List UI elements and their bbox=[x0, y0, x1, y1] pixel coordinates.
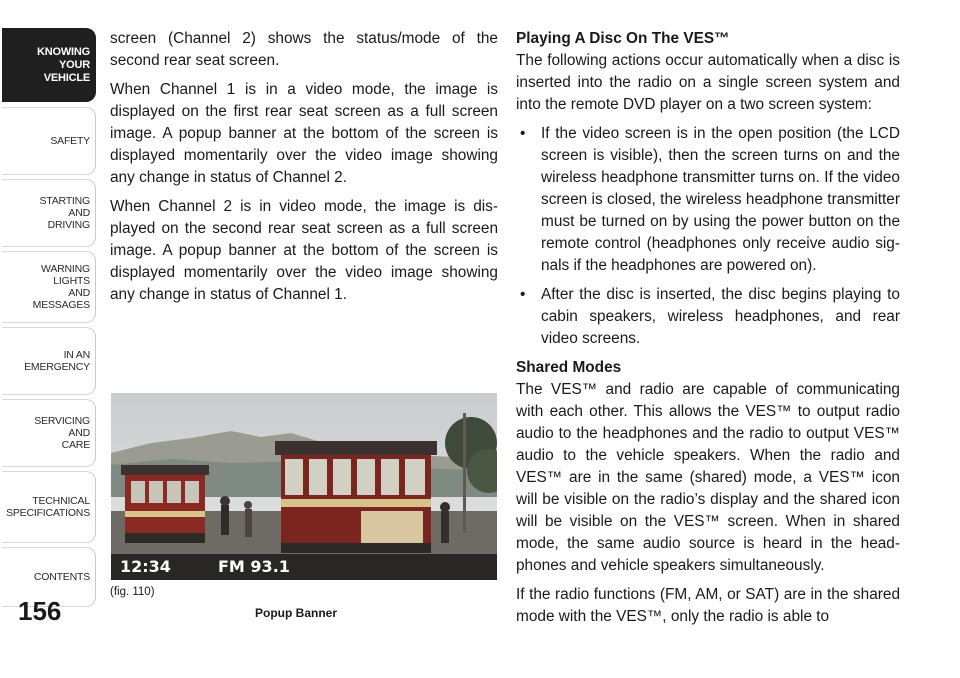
tab-label-line: STARTING bbox=[39, 195, 90, 207]
tab-label-line: SERVICING bbox=[34, 415, 90, 427]
figure-label: (fig. 110) bbox=[110, 586, 155, 598]
list-item bbox=[516, 284, 900, 350]
tab-label-line: LIGHTS bbox=[53, 275, 90, 287]
tab-label-line: VEHICLE bbox=[43, 71, 90, 84]
list-item-text: After the disc is inserted, the disc begins playing to cabin speakers, wireless headphones, and rear video screens. bbox=[541, 286, 900, 347]
list-item-text: If the video screen is in the open position (the LCD screen is visible), then the screen turns on and the wireless headphone transmitter turns on. If the video screen is closed, the wireless headphone transmitter must be turned on by using the power button on the remote control (headphones only receive audio sig-nals if the headphones are powered on). bbox=[541, 125, 900, 274]
list-item bbox=[516, 123, 900, 277]
tab-label-line: IN AN bbox=[63, 349, 90, 361]
tab-label-line: SPECIFICATIONS bbox=[6, 507, 90, 519]
tab-label-line: TECHNICAL bbox=[32, 495, 90, 507]
osd-time: 12:34 bbox=[120, 557, 171, 576]
osd-station: FM 93.1 bbox=[218, 557, 290, 576]
tab-label-line: DRIVING bbox=[47, 219, 90, 231]
popup-banner-figure bbox=[111, 393, 497, 580]
tab-in-an-emergency[interactable] bbox=[2, 327, 96, 395]
figure-caption: Popup Banner bbox=[255, 606, 338, 620]
tab-safety[interactable] bbox=[2, 107, 96, 175]
tab-label-line: AND bbox=[68, 427, 90, 439]
popup-banner bbox=[111, 554, 497, 580]
bullet-list bbox=[516, 123, 900, 350]
tab-knowing-your-vehicle[interactable] bbox=[2, 28, 96, 102]
section-heading: Playing A Disc On The VES™ bbox=[516, 30, 730, 47]
page-number: 156 bbox=[18, 596, 62, 626]
tab-label-line: CONTENTS bbox=[33, 571, 90, 583]
tab-label-line: CARE bbox=[61, 439, 90, 451]
paragraph: If the radio functions (FM, AM, or SAT) are in the shared mode with the VES™, only the radio is able to bbox=[516, 586, 900, 625]
tab-label-line: AND bbox=[68, 287, 90, 299]
tab-starting-and-driving[interactable] bbox=[2, 179, 96, 247]
paragraph: The VES™ and radio are capable of communicating with each other. This allows the VES™ to output radio audio to the headphones and the radio to output VES™ audio to the vehicle speakers. When the radio and VES™ are in the same (shared) mode, a VES™ icon will be visible on the radio’s display and the shared icon will be visible on the VES™ screen. When in shared mode, the same audio source is heard in the head-phones and vehicle speakers simultaneously. bbox=[516, 381, 900, 574]
tab-label-line: YOUR bbox=[59, 58, 90, 71]
paragraph: When Channel 2 is in video mode, the image is dis-played on the second rear seat screen as a full screen image. A popup banner at the bottom of the screen is displayed momentarily over the video image showing any change in status of Channel 1. bbox=[110, 198, 498, 303]
bullet-icon: • bbox=[520, 125, 526, 142]
tab-label-line: KNOWING bbox=[37, 45, 90, 58]
tab-servicing-and-care[interactable] bbox=[2, 399, 96, 467]
chapter-sidebar bbox=[0, 0, 100, 678]
paragraph: screen (Channel 2) shows the status/mode of the second rear seat screen. bbox=[110, 30, 498, 69]
tab-label-line: SAFETY bbox=[50, 135, 90, 147]
bullet-icon: • bbox=[520, 286, 526, 303]
tab-label-line: EMERGENCY bbox=[24, 361, 90, 373]
left-text-column bbox=[110, 28, 498, 313]
paragraph: The following actions occur automatically when a disc is inserted into the radio on a single screen system and into the remote DVD player on a two screen system: bbox=[516, 52, 900, 113]
tab-label-line: MESSAGES bbox=[32, 299, 90, 311]
cable-car-photo bbox=[111, 393, 497, 580]
tab-label-line: AND bbox=[68, 207, 90, 219]
right-text-column bbox=[516, 28, 900, 635]
section-heading: Shared Modes bbox=[516, 359, 622, 376]
paragraph: When Channel 1 is in a video mode, the image is displayed on the first rear seat screen as a full screen image. A popup banner at the bottom of the screen is displayed momentarily over the video image showing any change in status of Channel 2. bbox=[110, 81, 498, 186]
tab-label-line: WARNING bbox=[41, 263, 90, 275]
tab-warning-lights-and-messages[interactable] bbox=[2, 251, 96, 323]
tab-technical-specifications[interactable] bbox=[2, 471, 96, 543]
